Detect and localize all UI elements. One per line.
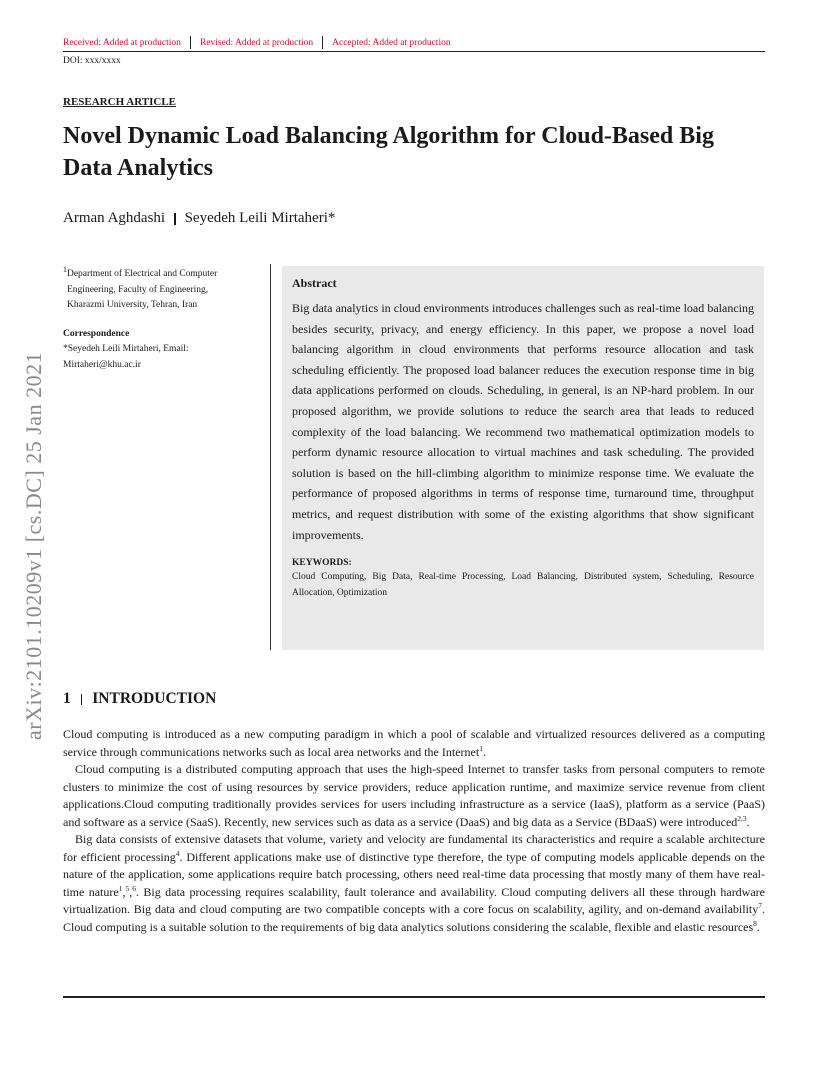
received-date: Received: Added at production [63, 37, 181, 48]
section-number: 1 [63, 690, 71, 707]
citation: 1 [118, 883, 123, 893]
paragraph-end: . [482, 744, 486, 759]
footer-rule [63, 996, 765, 998]
citation: 6 [132, 883, 136, 893]
header-rule [63, 51, 765, 52]
correspondence-heading: Correspondence [63, 328, 130, 339]
paragraph [63, 761, 765, 831]
arxiv-stamp: arXiv:2101.10209v1 [cs.DC] 25 Jan 2021 [21, 351, 46, 740]
sidebar-divider [270, 264, 271, 650]
affiliation-line: Kharazmi University, Tehran, Iran [67, 300, 198, 311]
paper-title: Novel Dynamic Load Balancing Algorithm for Cloud-Based Big Data Analytics [63, 123, 714, 181]
abstract-box [282, 266, 764, 650]
keywords-list: Cloud Computing, Big Data, Real-time Processing, Load Balancing, Distributed system, Scheduling, Resource Allocation, Optimization [292, 572, 754, 598]
citation: 7 [758, 901, 762, 910]
article-type: RESEARCH ARTICLE [63, 96, 177, 108]
affiliation-mark: 1 [63, 265, 67, 274]
section-heading [63, 690, 216, 708]
paragraph: Big data consists of extensive datasets that volume, variety and velocity are fundamental its characteristics and require a scalable architecture for efficient processing$^4$. Different applications make use of distinctive type therefore, the type of computing models applicable depends on the nature of the application, some applications require batch processing, others need real-time data processing that mostly many of them have real-time nature$^1$,$^5$,$^6$. Big data processing requires scalability, fault tolerance and availability. Cloud computing delivers all these through hardware virtualization. Big data and cloud computing are two compatible concepts with a core focus on scalability, agility, and on-demand availability$^7$. Cloud computing is a suitable solution to the requirements of big data analytics solutions considering the scalable, flexible and elastic resources$^8$. [63, 832, 766, 934]
abstract-text: Big data analytics in cloud environments introduces challenges such as real-time load balancing besides security, privacy, and energy efficiency. In this paper, we propose a novel load balancing algorithm in cloud environments that performs resource allocation and task scheduling efficiently. The proposed load balancer reduces the execution response time in big data applications performed on clouds. Scheduling, in general, is an NP-hard problem. In our proposed algorithm, we provide solutions to reduce the search area that leads to reduced complexity of the load balancing. We recommend two mathematical optimization models to perform dynamic resource allocation to virtual machines and task scheduling. The provided solution is based on the hill-climbing algorithm to minimize response time. We evaluate the performance of proposed algorithms in terms of response time, turnaround time, throughput metrics, and request distribution with some of the existing algorithms that show significant improvements. [292, 301, 754, 542]
paragraph-text: Cloud computing is introduced as a new computing paradigm in which a pool of scalable and virtualized resources delivered as a computing service through communications networks such as local area networks and the Internet [63, 727, 765, 759]
citation: 8 [753, 918, 757, 928]
citation: 5 [125, 883, 130, 893]
history-divider [322, 36, 323, 49]
correspondence-line: *Seyedeh Leili Mirtaheri, Email: [63, 344, 189, 355]
author-name: Seyedeh Leili Mirtaheri* [184, 210, 336, 226]
citation: 1 [479, 743, 483, 753]
doi: DOI: xxx/xxxx [63, 56, 121, 66]
paragraph [63, 726, 765, 761]
section-title: INTRODUCTION [92, 690, 217, 707]
accepted-date: Accepted: Added at production [332, 37, 451, 48]
revised-date: Revised: Added at production [199, 37, 314, 48]
author-divider [174, 213, 176, 225]
paragraph-end: . [756, 919, 760, 934]
section-divider [81, 694, 83, 705]
paragraph-text: . Big data processing requires scalability, fault tolerance and availability. Cloud computing delivers all these through hardware virtualization. Big data and cloud computing are two compatible concepts with a core focus on scalability, agility, and on-demand availability [63, 884, 766, 916]
affiliation [63, 262, 263, 314]
abstract-heading: Abstract [292, 276, 337, 290]
introduction-body [63, 726, 765, 936]
paragraph-text: Cloud computing is a distributed computing approach that uses the high-speed Internet to transfer tasks from personal computers to remote clusters to minimize the cost of using resources by service providers, reduce application runtime, and maximize service revenue from client applications.Cloud computing traditionally provides services for users including infrastructure as a service (IaaS), platform as a service (PaaS) and software as a service (SaaS). Recently, new services such as data as a service (DaaS) and big data as a Service (BDaaS) were introduced [63, 762, 765, 829]
author-list [63, 210, 335, 227]
affiliation-line: Engineering, Faculty of Engineering, [67, 284, 209, 295]
paragraph-end: . [746, 814, 750, 829]
citation: 2,3 [737, 813, 747, 823]
affiliation-line: Department of Electrical and Computer [66, 269, 218, 280]
citation: 4 [175, 848, 180, 858]
article-history [63, 36, 451, 49]
correspondence-email: Mirtaheri@khu.ac.ir [63, 359, 141, 370]
paragraph-text: Big data consists of extensive datasets that volume, variety and velocity are fundamental its characteristics and require a scalable architecture for efficient processing [63, 832, 765, 864]
paragraph-text: . Different applications make use of distinctive type therefore, the type of computing models applicable depends on the nature of the application, some applications require batch processing, others need real-time data processing that mostly many of them have real-time nature [63, 849, 765, 899]
author-name: Arman Aghdashi [63, 210, 166, 226]
keywords-heading: KEYWORDS: [292, 558, 352, 569]
sidebar-info [63, 262, 263, 373]
history-divider [190, 36, 191, 49]
paragraph-text: . Cloud computing is a suitable solution to the requirements of big data analytics solutions considering the scalable, flexible and elastic resources [63, 902, 765, 934]
